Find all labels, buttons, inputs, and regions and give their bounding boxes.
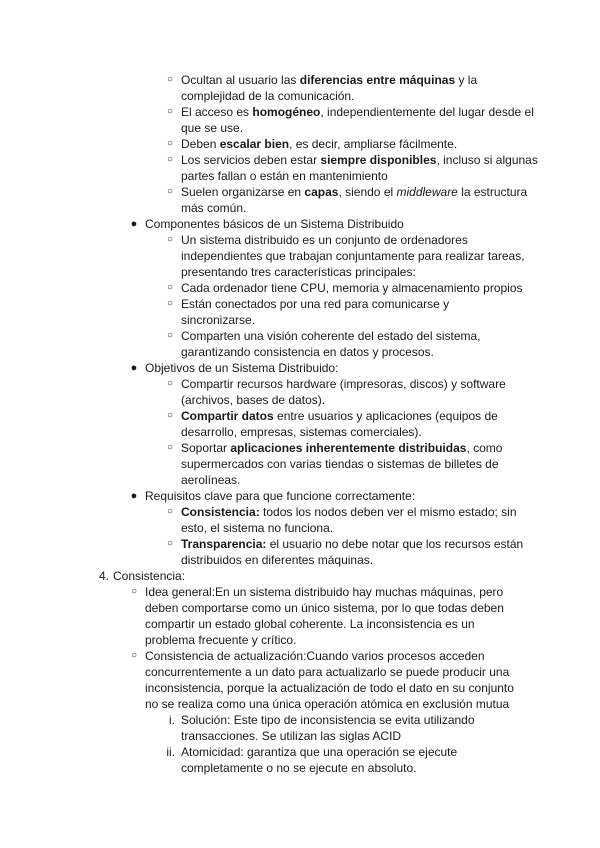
numbered-subitem bbox=[166, 744, 511, 776]
item-text: Compartir recursos hardware (impresoras, discos) y software (archivos, bases de datos). bbox=[181, 377, 506, 407]
item-text: Componentes básicos de un Sistema Distribuido bbox=[145, 217, 404, 231]
item-text: Los servicios deben estar bbox=[181, 153, 321, 167]
list-item bbox=[166, 504, 541, 536]
numbered-subitem bbox=[169, 712, 511, 744]
item-bold-text: escalar bien bbox=[219, 137, 290, 151]
item-text: , incluso si algunas partes fallan o están en mantenimiento bbox=[181, 153, 538, 183]
item-text: Cada ordenador tiene CPU, memoria y almacenamiento propios bbox=[181, 281, 523, 295]
item-bold-text: siempre disponibles bbox=[320, 153, 437, 167]
circle-bullet-icon: ○ bbox=[166, 74, 174, 85]
item-text: Requisitos clave para que funcione correctamente: bbox=[145, 489, 416, 503]
list-item bbox=[166, 536, 541, 568]
circle-bullet-icon: ○ bbox=[166, 378, 174, 389]
item-text: Consistencia de actualización:Cuando varios procesos acceden concurrentemente a un dato para actualizarlo se puede producir una inconsistencia, porque la actualización de todo el dato en su conjunto no se realiza como una única operación atómica en exclusión mutua bbox=[145, 649, 514, 711]
circle-bullet-icon: ○ bbox=[166, 298, 174, 309]
circle-bullet-icon: ○ bbox=[166, 330, 174, 341]
item-number: i. bbox=[169, 713, 175, 727]
list-item bbox=[166, 232, 541, 280]
item-bold-text: homogéneo bbox=[252, 105, 321, 119]
item-text: Suelen organizarse en bbox=[181, 185, 305, 199]
list-item bbox=[166, 440, 541, 488]
item-number: ii. bbox=[166, 745, 175, 759]
item-text: el usuario no debe notar que los recursos están distribuidos en diferentes máquinas. bbox=[181, 537, 524, 567]
item-text: , es decir, ampliarse fácilmente. bbox=[289, 137, 458, 151]
circle-bullet-icon: ○ bbox=[166, 506, 174, 517]
item-bold-text: capas bbox=[304, 185, 339, 199]
list-item bbox=[166, 280, 561, 296]
circle-bullet-icon: ○ bbox=[130, 650, 138, 661]
item-bold-text: Consistencia: bbox=[181, 505, 260, 519]
item-text: todos los nodos deben ver el mismo estado; sin esto, el sistema no funciona. bbox=[181, 505, 517, 535]
item-text: Atomicidad: garantiza que una operación se ejecute completamente o no se ejecute en absoluto. bbox=[181, 745, 458, 775]
list-item bbox=[130, 360, 545, 376]
item-bold-text: Transparencia: bbox=[181, 537, 267, 551]
list-item bbox=[166, 136, 541, 152]
list-item bbox=[130, 648, 519, 712]
item-text: Comparten una visión coherente del estado del sistema, garantizando consistencia en datos y procesos. bbox=[181, 329, 481, 359]
numbered-item bbox=[98, 568, 533, 584]
item-text: Idea general:En un sistema distribuido hay muchas máquinas, pero deben comportarse como un único sistema, por lo que todas deben compartir un estado global coherente. La inconsistencia es un problema frecuente y crítico. bbox=[145, 585, 504, 647]
item-text: entre usuarios y aplicaciones (equipos de desarrollo, empresas, sistemas comerciales). bbox=[181, 409, 498, 439]
disc-bullet-icon: ● bbox=[130, 362, 138, 374]
item-text: Objetivos de un Sistema Distribuido: bbox=[145, 361, 339, 375]
item-text: la estructura más común. bbox=[181, 185, 528, 215]
list-item bbox=[166, 184, 541, 216]
circle-bullet-icon: ○ bbox=[166, 538, 174, 549]
item-italic-text: middleware bbox=[396, 185, 458, 199]
circle-bullet-icon: ○ bbox=[166, 154, 174, 165]
circle-bullet-icon: ○ bbox=[130, 586, 138, 597]
section-heading: Consistencia: bbox=[113, 569, 186, 583]
circle-bullet-icon: ○ bbox=[166, 186, 174, 197]
disc-bullet-icon: ● bbox=[130, 490, 138, 502]
item-text: , como supermercados con varias tiendas o sistemas de billetes de aerolíneas. bbox=[181, 441, 503, 487]
list-item bbox=[166, 72, 541, 104]
list-item bbox=[166, 104, 541, 136]
list-item bbox=[166, 328, 541, 360]
item-text: Soportar bbox=[181, 441, 231, 455]
list-item bbox=[130, 488, 545, 504]
circle-bullet-icon: ○ bbox=[166, 106, 174, 117]
item-bold-text: diferencias entre máquinas bbox=[299, 73, 456, 87]
circle-bullet-icon: ○ bbox=[166, 138, 174, 149]
item-bold-text: aplicaciones inherentemente distribuidas bbox=[230, 441, 467, 455]
circle-bullet-icon: ○ bbox=[166, 234, 174, 245]
item-text: Un sistema distribuido es un conjunto de ordenadores independientes que trabajan conjuntamente para realizar tareas, presentando tres características principales: bbox=[181, 233, 525, 279]
item-text: Están conectados por una red para comunicarse y sincronizarse. bbox=[181, 297, 450, 327]
item-text: Ocultan al usuario las bbox=[181, 73, 300, 87]
item-bold-text: Compartir datos bbox=[181, 409, 274, 423]
circle-bullet-icon: ○ bbox=[166, 442, 174, 453]
item-number: 4. bbox=[98, 569, 109, 583]
item-text: El acceso es bbox=[181, 105, 253, 119]
list-item bbox=[166, 408, 541, 440]
item-text: , independientemente del lugar desde el que se use. bbox=[181, 105, 534, 135]
list-item bbox=[166, 296, 481, 328]
item-text: Solución: Este tipo de inconsistencia se evita utilizando transacciones. Se utilizan las siglas ACID bbox=[181, 713, 475, 743]
list-item bbox=[130, 216, 545, 232]
list-item bbox=[166, 152, 541, 184]
circle-bullet-icon: ○ bbox=[166, 282, 174, 293]
item-text: , siendo el bbox=[338, 185, 397, 199]
item-text: Deben bbox=[181, 137, 220, 151]
circle-bullet-icon: ○ bbox=[166, 410, 174, 421]
list-item bbox=[166, 376, 541, 408]
item-text: y la complejidad de la comunicación. bbox=[181, 73, 478, 103]
disc-bullet-icon: ● bbox=[130, 218, 138, 230]
list-item bbox=[130, 584, 515, 648]
